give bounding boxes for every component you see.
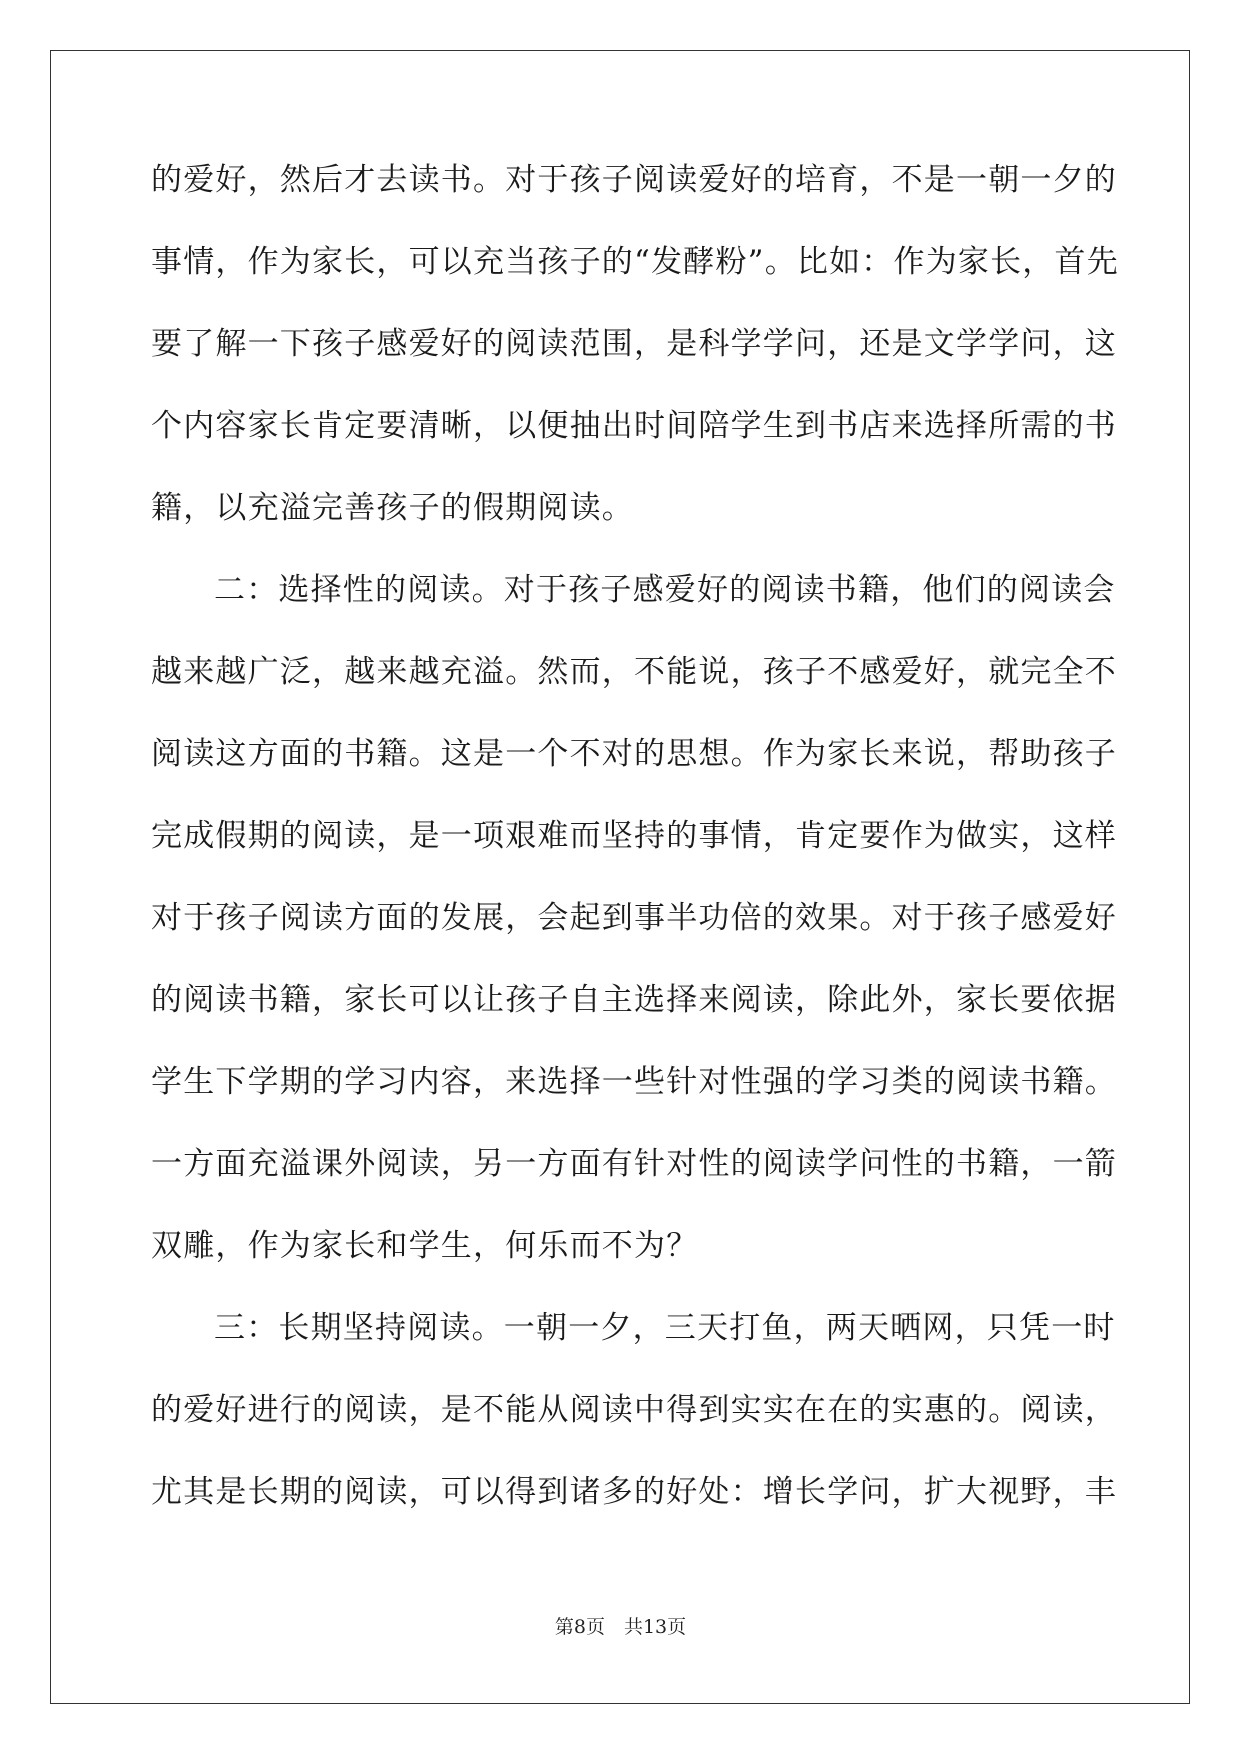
text-line: 一方面充溢课外阅读，另一方面有针对性的阅读学问性的书籍，一箭	[151, 1146, 1117, 1182]
text-line-paragraph-start: 三：长期坚持阅读。一朝一夕，三天打鱼，两天晒网，只凭一时	[214, 1310, 1116, 1346]
text-line: 对于孩子阅读方面的发展，会起到事半功倍的效果。对于孩子感爱好	[151, 900, 1117, 936]
text-line: 尤其是长期的阅读，可以得到诸多的好处：增长学问，扩大视野，丰	[151, 1474, 1117, 1510]
text-line: 阅读这方面的书籍。这是一个不对的思想。作为家长来说，帮助孩子	[151, 736, 1117, 772]
text-line: 事情，作为家长，可以充当孩子的“发酵粉”。比如：作为家长，首先	[151, 244, 1119, 280]
text-line: 籍，以充溢完善孩子的假期阅读。	[151, 490, 634, 526]
text-line: 的阅读书籍，家长可以让孩子自主选择来阅读，除此外，家长要依据	[151, 982, 1117, 1018]
text-line: 完成假期的阅读，是一项艰难而坚持的事情，肯定要作为做实，这样	[151, 818, 1117, 854]
text-line: 双雕，作为家长和学生，何乐而不为？	[151, 1228, 699, 1264]
text-line-paragraph-start: 二：选择性的阅读。对于孩子感爱好的阅读书籍，他们的阅读会	[214, 572, 1116, 608]
text-line: 的爱好进行的阅读，是不能从阅读中得到实实在在的实惠的。阅读，	[151, 1392, 1117, 1428]
text-line: 个内容家长肯定要清晰，以便抽出时间陪学生到书店来选择所需的书	[151, 408, 1117, 444]
text-line: 的爱好，然后才去读书。对于孩子阅读爱好的培育，不是一朝一夕的	[151, 162, 1117, 198]
body-text	[151, 158, 1119, 1552]
page-number-footer: 第8页 共13页	[554, 1616, 687, 1638]
text-line: 要了解一下孩子感爱好的阅读范围，是科学学问，还是文学学问，这	[151, 326, 1117, 362]
text-line: 学生下学期的学习内容，来选择一些针对性强的学习类的阅读书籍。	[151, 1064, 1117, 1100]
text-line: 越来越广泛，越来越充溢。然而，不能说，孩子不感爱好，就完全不	[151, 654, 1117, 690]
